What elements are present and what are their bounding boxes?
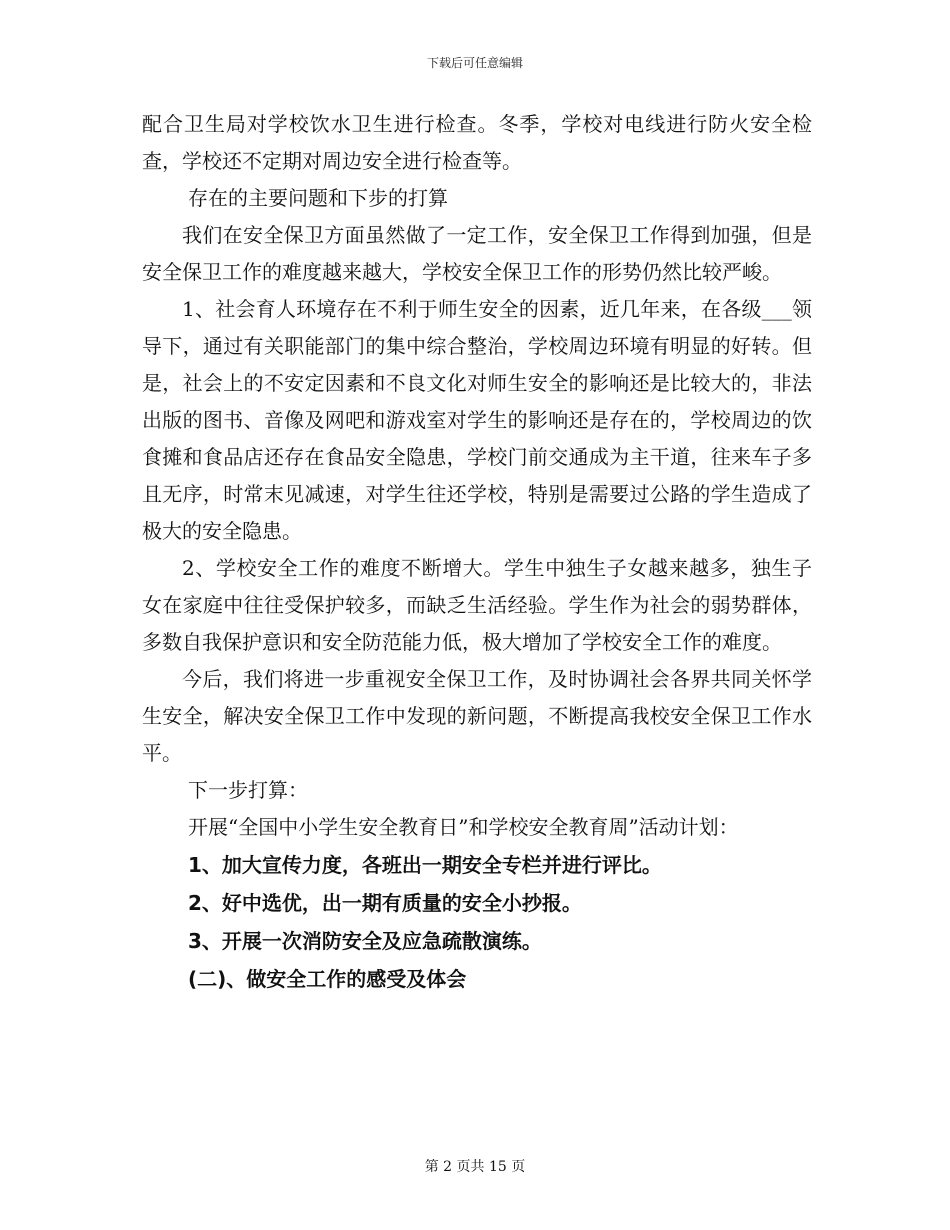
page-header: 下载后可任意编辑 xyxy=(426,56,523,70)
paragraph-3: 1、社会育人环境存在不利于师生安全的因素，近几年来，在各级___领导下，通过有关职能部门的集中综合整治，学校周边环境有明显的好转。但是，社会上的不安定因素和不良文化对师生安全的影响还是比较大的，非法出版的图书、音像及网吧和游戏室对学生的影响还是存在的，学校周边的饮食摊和食品店还存在食品安全隐患，学校门前交通成为主干道，往来车子多且无序，时常末见减速，对学生往还学校，特别是需要过公路的学生造成了极大的安全隐患。 xyxy=(142,297,812,543)
paragraph-2: 我们在安全保卫方面虽然做了一定工作，安全保卫工作得到加强，但是安全保卫工作的难度越来越大，学校安全保卫工作的形势仍然比较严峻。 xyxy=(142,223,812,284)
plan-item: 2、好中选优，出一期有质量的安全小抄报。 xyxy=(188,891,582,915)
activity-plan-heading: 开展“全国中小学生安全教育日”和学校安全教育周”活动计划： xyxy=(188,815,739,839)
page-footer: 第 2 页共 15 页 xyxy=(424,1159,526,1175)
plan-item: 1、加大宣传力度，各班出一期安全专栏并进行评比。 xyxy=(188,853,662,877)
paragraph-1: 配合卫生局对学校饮水卫生进行检查。冬季，学校对电线进行防火安全检查，学校还不定期对周边安全进行检查等。 xyxy=(142,112,812,173)
plan-item: 3、开展一次消防安全及应急疏散演练。 xyxy=(188,929,542,953)
section-heading-problems: 存在的主要问题和下步的打算 xyxy=(188,186,448,210)
section-heading-next-steps: 下一步打算： xyxy=(188,778,308,802)
paragraph-4: 2、学校安全工作的难度不断增大。学生中独生子女越来越多，独生子女在家庭中往往受保护较多，而缺乏生活经验。学生作为社会的弱势群体，多数自我保护意识和安全防范能力低，极大增加了学校安全工作的难度。 xyxy=(142,556,812,654)
paragraph-5: 今后，我们将进一步重视安全保卫工作，及时协调社会各界共同关怀学生安全，解决安全保卫工作中发现的新问题，不断提高我校安全保卫工作水平。 xyxy=(142,667,812,765)
subsection-heading: (二)、做安全工作的感受及体会 xyxy=(188,967,467,991)
document-body xyxy=(142,106,812,998)
